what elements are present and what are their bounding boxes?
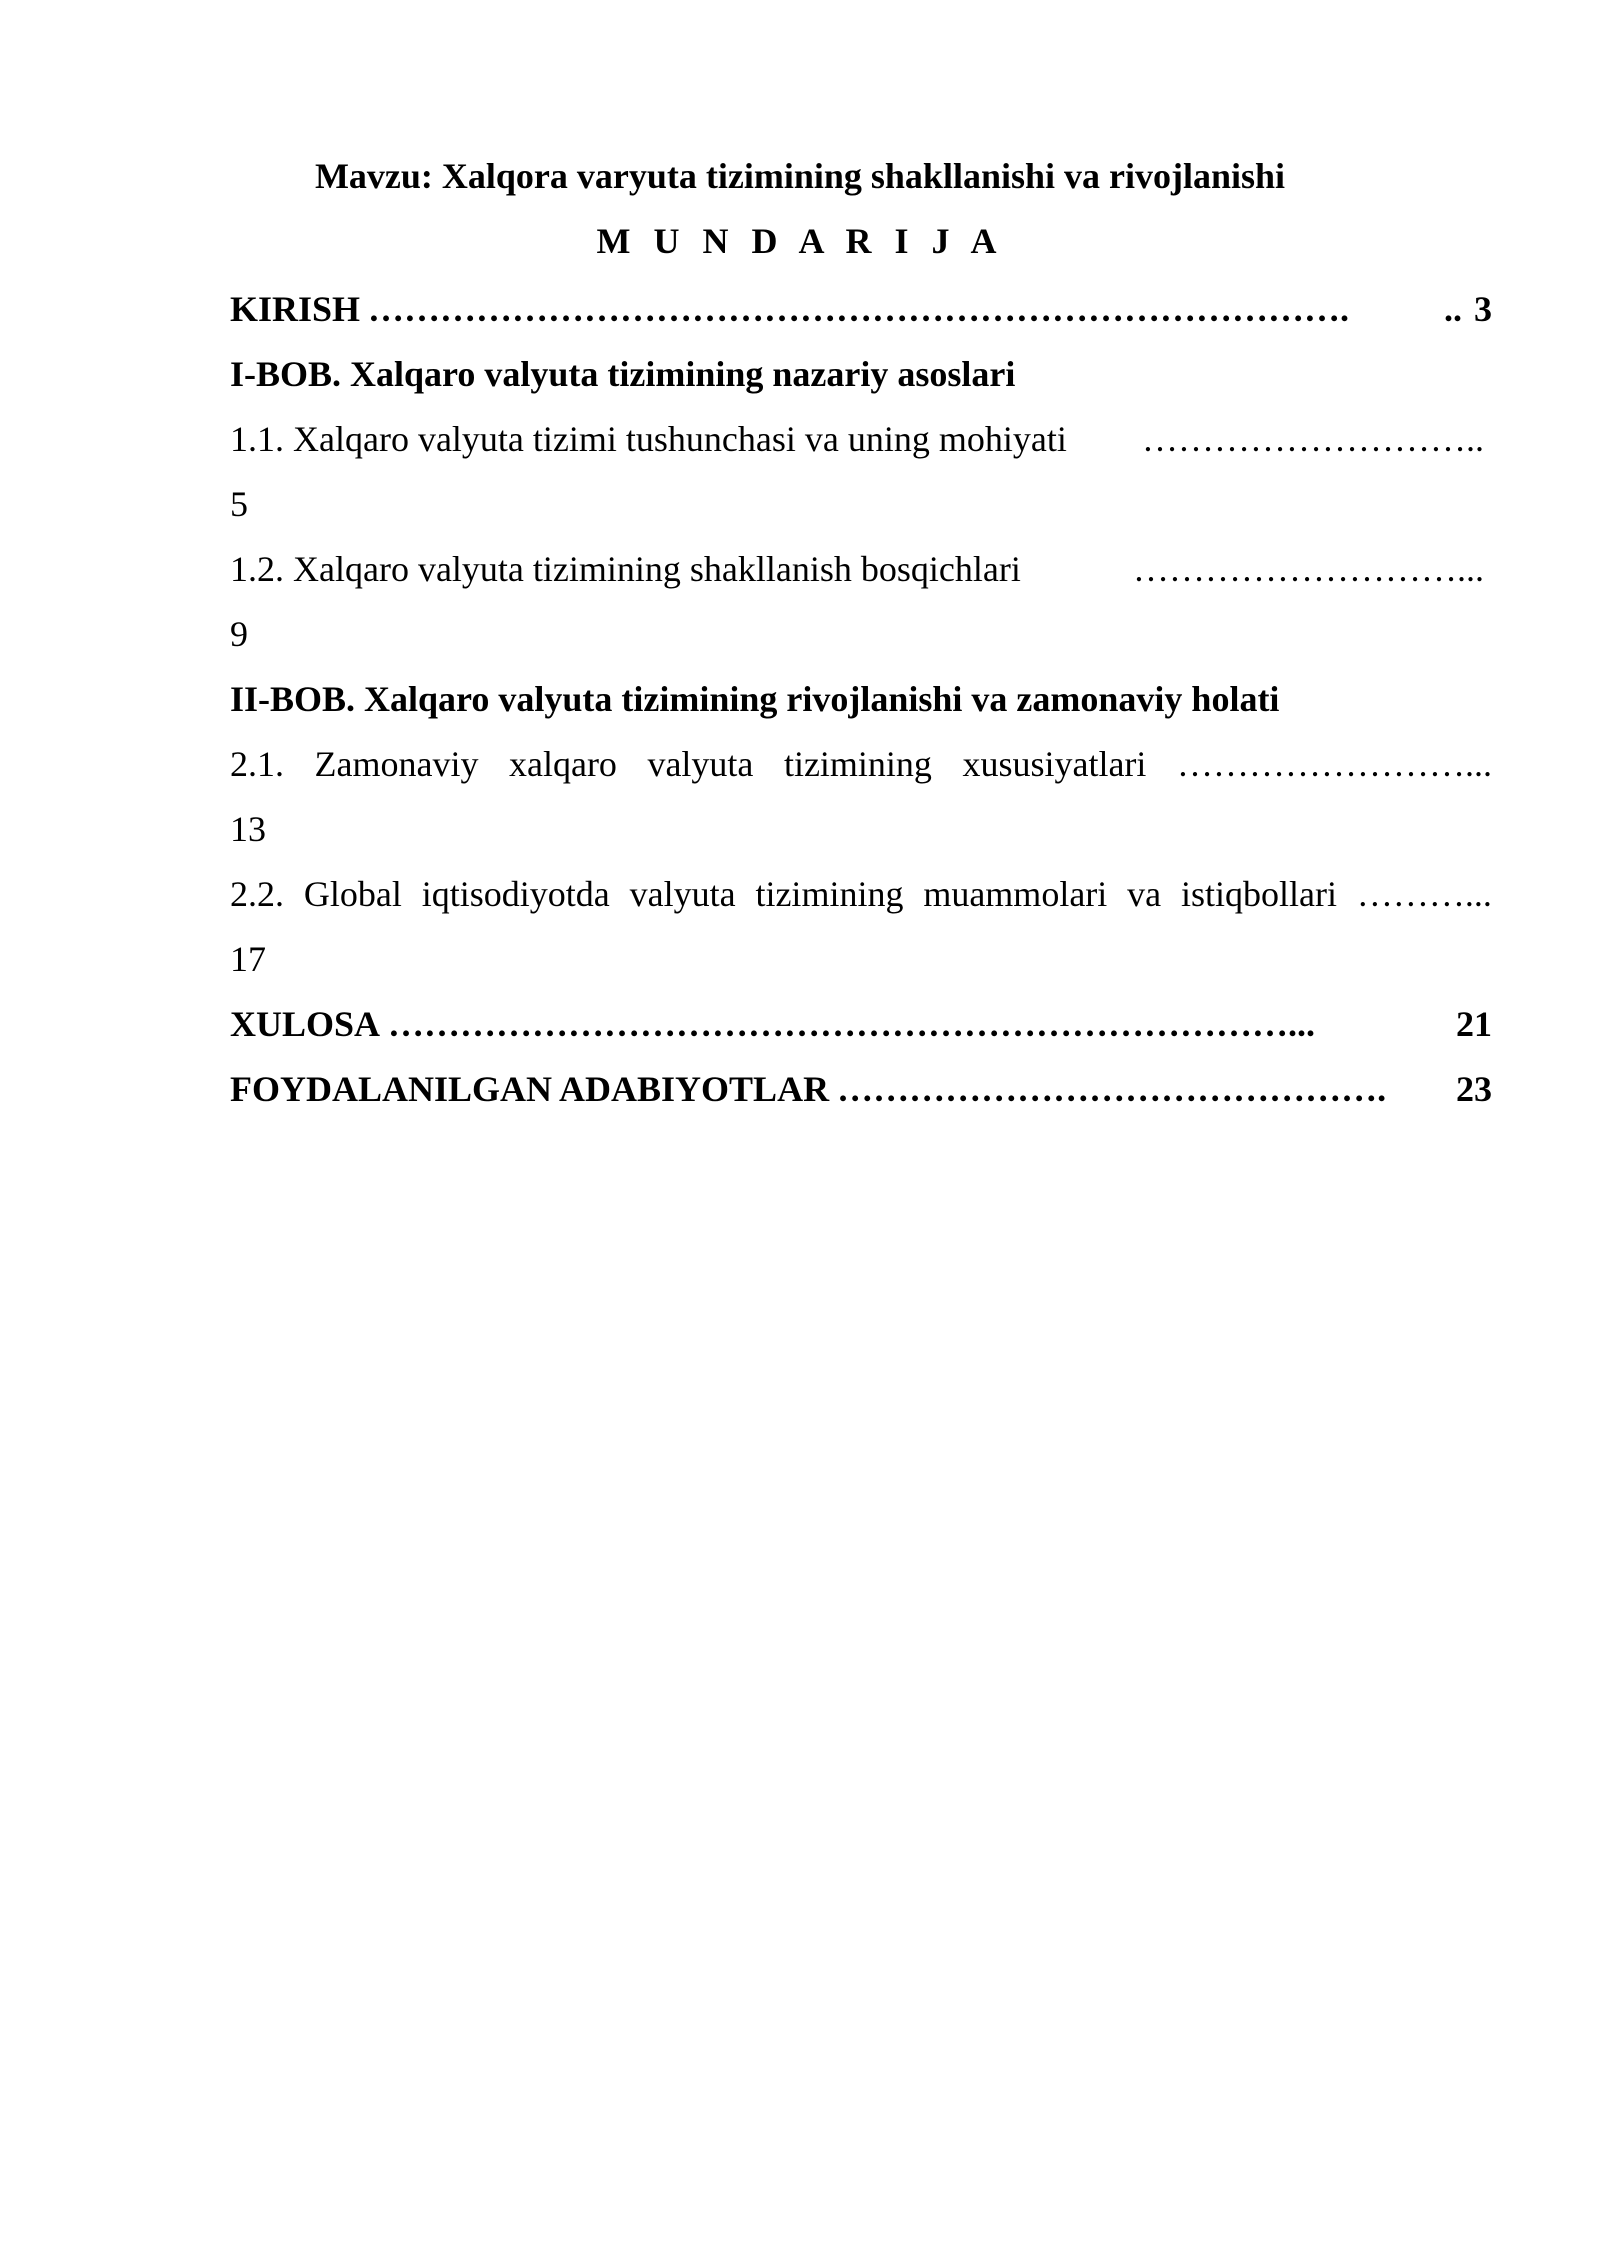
- toc-word: tizimining: [755, 874, 904, 914]
- toc-entry-2-1[interactable]: [230, 739, 1492, 804]
- toc-word: xalqaro: [508, 744, 617, 784]
- toc-entry-label: 1.1. Xalqaro valyuta tizimi tushunchasi va uning mohiyati: [230, 419, 1067, 459]
- toc-word: valyuta: [647, 744, 754, 784]
- toc-entry-intro[interactable]: [230, 284, 1492, 349]
- toc-word: xususiyatlari: [962, 744, 1147, 784]
- toc-word: 2.1.: [230, 744, 284, 784]
- dot-leader: ………………………..: [1142, 419, 1484, 459]
- toc-entry-label: 1.2. Xalqaro valyuta tizimining shakllanish bosqichlari: [230, 549, 1021, 589]
- dot-leader: …………………………………………………………………...: [388, 1004, 1316, 1044]
- toc-page-number: 13: [230, 809, 266, 849]
- toc-entry-1-1[interactable]: [230, 414, 1492, 479]
- toc-page-number: 5: [230, 484, 248, 524]
- dot-leader: ………...: [1356, 874, 1492, 914]
- toc-entry-1-2[interactable]: [230, 544, 1492, 609]
- document-title: Mavzu: Xalqora varyuta tizimining shakllanishi va rivojlanishi: [314, 156, 1286, 196]
- toc-entry-label: FOYDALANILGAN ADABIYOTLAR: [230, 1069, 830, 1109]
- toc-entry-label: KIRISH: [230, 289, 361, 329]
- toc-word: Zamonaviy: [314, 744, 479, 784]
- dot-leader: ……………………………………………………………………….: [368, 289, 1350, 329]
- toc-word: iqtisodiyotda: [421, 874, 610, 914]
- toc-page-number: 23: [1456, 1069, 1492, 1109]
- toc-leader-end: ..: [1444, 289, 1462, 329]
- toc-page-number: 9: [230, 614, 248, 654]
- table-of-contents: [230, 284, 1492, 1129]
- toc-heading: M U N D A R I J A: [596, 221, 1004, 261]
- toc-word: istiqbollari: [1181, 874, 1338, 914]
- toc-entry-references[interactable]: [230, 1064, 1492, 1129]
- toc-entry-conclusion[interactable]: [230, 999, 1492, 1064]
- toc-word: valyuta: [629, 874, 736, 914]
- toc-page-number: 17: [230, 939, 266, 979]
- toc-entry-2-2[interactable]: [230, 869, 1492, 934]
- toc-word: 2.2.: [230, 874, 284, 914]
- dot-leader: ……………………………………….: [837, 1069, 1387, 1109]
- toc-page-number: 21: [1456, 1004, 1492, 1044]
- toc-word: tizimining: [783, 744, 932, 784]
- toc-chapter-2[interactable]: II-BOB. Xalqaro valyuta tizimining rivojlanishi va zamonaviy holati: [230, 679, 1280, 719]
- dot-leader: ………………………...: [1133, 549, 1484, 589]
- dot-leader: ……………………...: [1176, 744, 1492, 784]
- toc-word: va: [1127, 874, 1162, 914]
- toc-word: Global: [303, 874, 402, 914]
- toc-page-number: 3: [1474, 289, 1492, 329]
- toc-word: muammolari: [923, 874, 1108, 914]
- toc-chapter-1[interactable]: I-BOB. Xalqaro valyuta tizimining nazariy asoslari: [230, 354, 1016, 394]
- toc-entry-label: XULOSA: [230, 1004, 381, 1044]
